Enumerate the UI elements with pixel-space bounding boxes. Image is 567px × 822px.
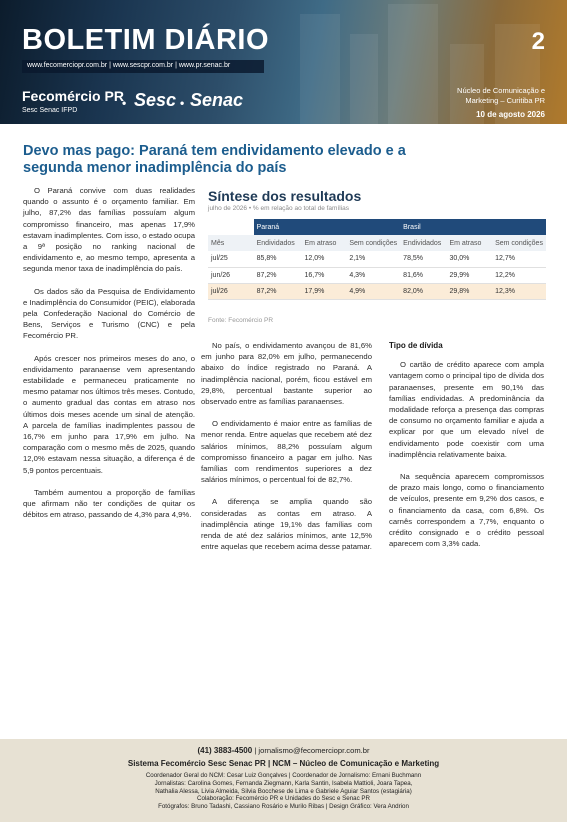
footer-contact: [0, 746, 567, 755]
paragraph: Também aumentou a proporção de famílias que afirmam não ter condições de quitar os débitos em atraso, passando de 4,3% para 4,9%.: [23, 487, 195, 520]
credit-line: Coordenador Geral do NCM: Cesar Luiz Gonçalves | Coordenador de Jornalismo: Ernani Buchmann: [145, 772, 422, 779]
credit-line: Colaboração: Fecomércio PR e Unidades do Sesc e Senac PR: [197, 795, 370, 803]
footer-separator: |: [254, 746, 259, 755]
column-header: Em atraso: [446, 235, 492, 251]
table-cell-month: jul/26: [208, 283, 254, 299]
website-links[interactable]: www.fecomerciopr.com.br | www.sescpr.com.br | www.pr.senac.br: [22, 60, 264, 73]
table-cell: 17,9%: [301, 283, 346, 299]
table-group-brasil: Brasil: [400, 219, 546, 235]
footer-phone: (41) 3883-4500: [197, 746, 253, 755]
separator-dot: •: [122, 96, 127, 110]
department-label: [425, 86, 545, 106]
table-title: Síntese dos resultados: [208, 188, 362, 204]
column-header: Em atraso: [301, 235, 346, 251]
logo-group: [22, 88, 244, 114]
table-cell: 12,0%: [301, 251, 346, 267]
article-headline: Devo mas pago: Paraná tem endividamento elevado e a segunda menor inadimplência do país: [23, 143, 406, 176]
section-heading: Tipo de dívida: [389, 341, 443, 350]
table-cell: 30,0%: [446, 251, 492, 267]
table-cell: 4,9%: [346, 283, 400, 299]
summary-table: [208, 219, 546, 300]
department-line: Marketing – Curitiba PR: [465, 96, 545, 105]
newsletter-header: [0, 0, 567, 124]
table-cell: 12,7%: [492, 251, 546, 267]
paragraph: O cartão de crédito aparece com ampla vantagem como o principal tipo de dívida dos paranaenses, presente em 90,1% das famílias endividadas. A predominância da modalidade reforça a presença das compras de consumo no orçamento familiar e ajuda a explicar por que um elevado nível de endividamento pode coexistir com uma inadimplência relativamente baixa.: [389, 360, 544, 459]
table-cell-month: jul/25: [208, 251, 254, 267]
table-header-row: [208, 235, 546, 251]
table-cell-month: jun/26: [208, 267, 254, 283]
skyline-decoration: [300, 14, 340, 124]
column-header: Sem condições: [346, 235, 400, 251]
footer-email[interactable]: jornalismo@fecomerciopr.com.br: [258, 746, 370, 755]
table-cell: 82,0%: [400, 283, 446, 299]
column-header: Endividados: [400, 235, 446, 251]
column-header: Sem condições: [492, 235, 546, 251]
table-subtitle: julho de 2026 • % em relação ao total de famílias: [208, 205, 350, 212]
table-cell: 12,2%: [492, 267, 546, 283]
paragraph: A diferença se amplia quando são consideradas as contas em atraso. A inadimplência atinge 19,1% das famílias com renda de até dez salários mínimos, ante 12,5% entre aquelas que recebem acima desse patamar.: [201, 497, 372, 552]
article-column-2: [201, 340, 372, 563]
paragraph: Os dados são da Pesquisa de Endividamento e Inadimplência do Consumidor (PEIC), elaborada pela Confederação Nacional do Comércio de Bens, Serviços e Turismo (CNC) e pela Fecomércio PR.: [23, 286, 195, 341]
paragraph: Após crescer nos primeiros meses do ano, o endividamento paranaense vem apresentando estabilidade e permaneceu praticamente no mesmo patamar nos últimos três meses. Contudo, o aumento gradual das contas em atraso nos últimos dois meses acende um sinal de atenção. A parcela de famílias inadimplentes passou de 16,7% em junho para 17,9% em julho. Na comparação com o mesmo mês de 2025, quando 12,0% estavam nessa situação, a diferença é de 5,9 pontos percentuais.: [23, 353, 195, 475]
footer-system-line: Sistema Fecomércio Sesc Senac PR | NCM – Núcleo de Comunicação e Marketing: [127, 759, 440, 768]
article-column-3: [389, 340, 544, 560]
newsletter-title: BOLETIM DIÁRIO: [22, 24, 270, 56]
paragraph: O Paraná convive com duas realidades quando o assunto é o orçamento familiar. Em julho, 87,2% das famílias possuíam algum compromisso financeiro, mas apenas 17,9% estavam inadimplentes. Com isso, o estado ocupa a 9ª posição no ranking nacional de endividamento e, ao mesmo tempo, apresenta a segunda menor taxa de inadimplência do país.: [23, 186, 195, 274]
credit-line: Nathalia Alessa, Livia Almeida, Silvia Bocchese de Lima e Gabriele Aguiar Santos (estagiária): [155, 787, 412, 795]
sesc-logo: Sesc: [134, 90, 177, 110]
fecomercio-logo-sub: Sesc Senac IFPD: [22, 107, 78, 114]
table-row-highlighted: [208, 283, 546, 299]
table-cell: 81,6%: [400, 267, 446, 283]
table-cell: 2,1%: [346, 251, 400, 267]
table-group-parana: Paraná: [254, 219, 401, 235]
separator-dot: •: [180, 96, 185, 110]
table-cell: 85,8%: [254, 251, 302, 267]
footer-credits: [0, 772, 567, 811]
table-cell: 87,2%: [254, 283, 302, 299]
paragraph: Na sequência aparecem compromissos de prazo mais longo, como o financiamento de veículos, presente em 9,2% dos casos, e o financiamento da casa, com 6,8%. Os carnês correspondem a 7,7%, enquanto o crédito consignado e o crédito pessoal aparecem com 3,3% cada.: [389, 472, 544, 549]
table-row: [208, 251, 546, 267]
credit-line: Fotógrafos: Bruno Tadashi, Cassiano Rosário e Murilo Ribas | Design Gráfico: Vera Andrion: [158, 803, 409, 811]
newsletter-footer: [0, 739, 567, 822]
table-cell: 12,3%: [492, 283, 546, 299]
table-cell: 29,9%: [446, 267, 492, 283]
table-source: Fonte: Fecomércio PR: [208, 317, 274, 324]
table-row: [208, 267, 546, 283]
credit-line: Jornalistas: Carolina Gomes, Fernanda Ziegmann, Karla Santin, Isabela Mattioli, Joara Tapea,: [154, 779, 413, 787]
table-group-header: [208, 219, 546, 235]
table-cell: 87,2%: [254, 267, 302, 283]
table-cell: 78,5%: [400, 251, 446, 267]
table-group-blank: [208, 219, 254, 235]
department-line: Núcleo de Comunicação e: [457, 86, 545, 95]
table-cell: 29,8%: [446, 283, 492, 299]
fecomercio-logo: Fecomércio PR: [22, 88, 124, 104]
skyline-decoration: [388, 4, 438, 124]
skyline-decoration: [350, 34, 378, 124]
summary-table-card: [201, 185, 546, 330]
page-number: 2: [531, 28, 545, 55]
paragraph: No país, o endividamento avançou de 81,6% em junho para 82,0% em julho, permanecendo abaixo do índice registrado no Paraná. A inadimplência nacional, porém, ficou estável em 29,8%, percentual bastante superior ao observado entre as famílias paranaenses.: [201, 341, 372, 407]
table-cell: 4,3%: [346, 267, 400, 283]
table-cell: 16,7%: [301, 267, 346, 283]
article-column-1: [23, 185, 195, 531]
column-header: Mês: [208, 235, 254, 251]
senac-logo: Senac: [190, 90, 244, 110]
column-header: Endividados: [254, 235, 302, 251]
paragraph: O endividamento é maior entre as famílias de menor renda. Entre aquelas que recebem até dez salários mínimos, 88,2% possuíam algum compromisso financeiro a pagar em julho. Nas famílias com rendimentos superiores a dez salários mínimos, o percentual foi de 82,7%.: [201, 419, 372, 485]
issue-date: 10 de agosto 2026: [476, 110, 545, 119]
